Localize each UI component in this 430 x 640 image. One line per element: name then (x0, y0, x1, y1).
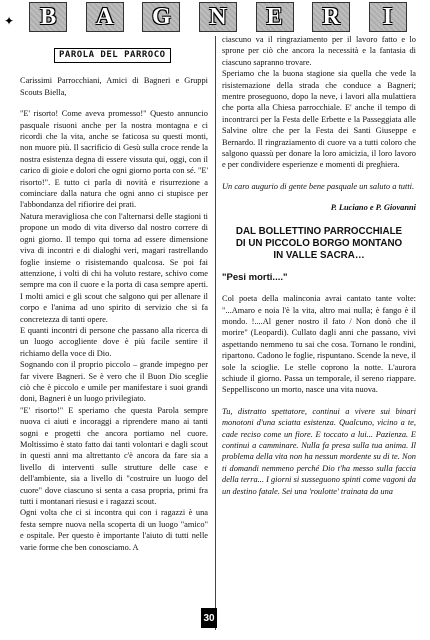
box-title: PAROLA DEL PARROCO (54, 48, 171, 63)
left-paragraph: Sognando con il proprio piccolo – grande impegno per far vivere Bagneri. Se è vero che il Buon Dio sceglie ciò che è piccolo e umile per manifestare i suoi grandi doni, Bagneri è un luogo privilegiato. (20, 360, 208, 404)
quote-heading: "Pesi morti...." (222, 271, 288, 283)
left-column (20, 48, 208, 553)
section-title-line-1: DAL BOLLETTINO PARROCCHIALE (235, 225, 403, 237)
margin-mark: ✦ (4, 14, 15, 28)
right-paragraph: ciascuno va il ringraziamento per il lavoro fatto e lo sprone per ciò che ancora la necessità e la fantasia di ciascuno sapranno trovare. (222, 35, 416, 67)
article-italic-body: Tu, distratto spettatore, continui a vivere sui binari monotoni d'una sciatta esistenza. Qualcuno, vicino a te, cade reciso come un fiore. E toccato a lui... Pazienza. E continui a camminare. Nulla fa presa sulla tua anima. Il problema della vita non ha nessun mordente su di te. Non ti domandi nemmeno perché Dio t'ha messo sulla faccia della terra... I giorni si susseguono spinti come vagoni da un destino fatale. Sei una 'roulotte' trainata da una (222, 406, 416, 496)
easter-wish: Un caro augurio di gente bene pasquale un saluto a tutti. (222, 181, 415, 191)
salutation: Carissimi Parrocchiani, Amici di Bagneri e Gruppi Scouts Biella, (20, 76, 208, 97)
left-paragraph: "E' risorto!" E speriamo che questa Parola sempre nuova ci aiuti e incoraggi a riprendere mano ai tanti sogni e progetti che ancora portiamo nel cuore. Moltissimo è stato fatto dai tanti volontari e dagli scout in questi anni ma altrettanto c'è ancora da fare sia a livello di interventi sulle strutture delle case e dell'ambiente, sia a livello di "costruire un luogo del cuore" dove ciascuno si senta a casa propria, primi fra tutti i montanari riesusi e i ragazzi scout. (20, 405, 208, 507)
masthead-bagneri (20, 2, 416, 32)
right-paragraph: Speriamo che la buona stagione sia quella che vede la risistemazione della strada che conduce a Bagneri; mentre proseguono, dopo la neve, i lavori alla mulattiera che porta alla Chiesa parrocchiale. E' anche il tempo di incontrarci per la Festa delle Erbette e la Passeggiata alle Salvine oltre che per la Festa dei Santi Giuseppe e Bernardo. Il ringraziamento di cuore va a tutti coloro che salgono quassù per donare la loro amicizia, il loro lavoro e per condividere esperienze e momenti di preghiera. (222, 69, 416, 170)
right-column (222, 34, 416, 497)
section-title-line-2: DI UN PICCOLO BORGO MONTANO (235, 237, 403, 249)
page-number: 30 (201, 608, 217, 628)
left-paragraph: "E' risorto! Come aveva promesso!" Questo annuncio pasquale risuoni anche per la nostra montagna e ci ricordi che la vita, anche se faticosa su questi monti, non muore più. Il sacrificio di Gesù sulla croce rende la nostra esistenza degna di essere vissuta qui, oggi, con il carico di gioie e dolori che ogni giorno porta con sé. "E' risorto!". E tutto ci parla di novità e risurrezione a cominciare dalla natura che ogni anno ci stupisce per l'abbondanza del rifiorire dei prati. (20, 109, 208, 210)
article-body: Col poeta della malinconia avrai cantato tante volte: "...Amaro e noia l'è la vita, altro mai nulla; è fango è il mondo. !....Al gener nostro il fato / Non donò che il morire" (Leopardi). Cullato dagli anni che passano, vivi aspettando nemmeno tu sai che cosa. Tornano le rondini, ripartono. Cadono le foglie, rispuntano. Scende la neve, il sole la scioglie. Le stelle coprono la notte. L'aurora schiude il giorno. Passa un temporale, il sereno riappare. Seppelliscono un morto, nasce una vita nuova. (222, 294, 416, 395)
left-paragraph: Natura meravigliosa che con l'alternarsi delle stagioni ti propone un modo di vita diverso dal nostro correre di ogni giorno. Il tempo qui torna ad essere dimensione viva di incontri e di dialoghi veri, magari rastrellando foglie insieme o risistemando qualcosa. Se poi fai attenzione, i volti di chi ha voluto restare, schivo come sempre ma con il cuore e la porta di casa sempre aperti. I molti amici e gli scout che salgono qui per allenare il corpo e l'anima ad uno spirito di servizio che si fa concretezza di tanti opere. (20, 211, 208, 324)
masthead-letter: A (86, 2, 124, 32)
signature: P. Luciano e P. Giovanni (330, 203, 416, 213)
section-title-line-3: IN VALLE SACRA… (273, 249, 365, 261)
masthead-letter: I (369, 2, 407, 32)
masthead-letter: E (256, 2, 294, 32)
left-paragraph: Ogni volta che ci si incontra qui con i ragazzi è una festa sempre nuova nella scoperta di un luogo "amico" e ospitale. Per questo è importante l'aiuto di tutti nelle varie forme che ben conosciamo. A (20, 508, 208, 552)
masthead-letter: N (199, 2, 237, 32)
masthead-letter: G (142, 2, 180, 32)
masthead-letter: B (29, 2, 67, 32)
column-divider (215, 36, 216, 630)
left-paragraph: E quanti incontri di persone che passano alla ricerca di un luogo accogliente dove è più facile sentire il richiamo della voce di Dio. (20, 325, 208, 358)
masthead-letter: R (312, 2, 350, 32)
